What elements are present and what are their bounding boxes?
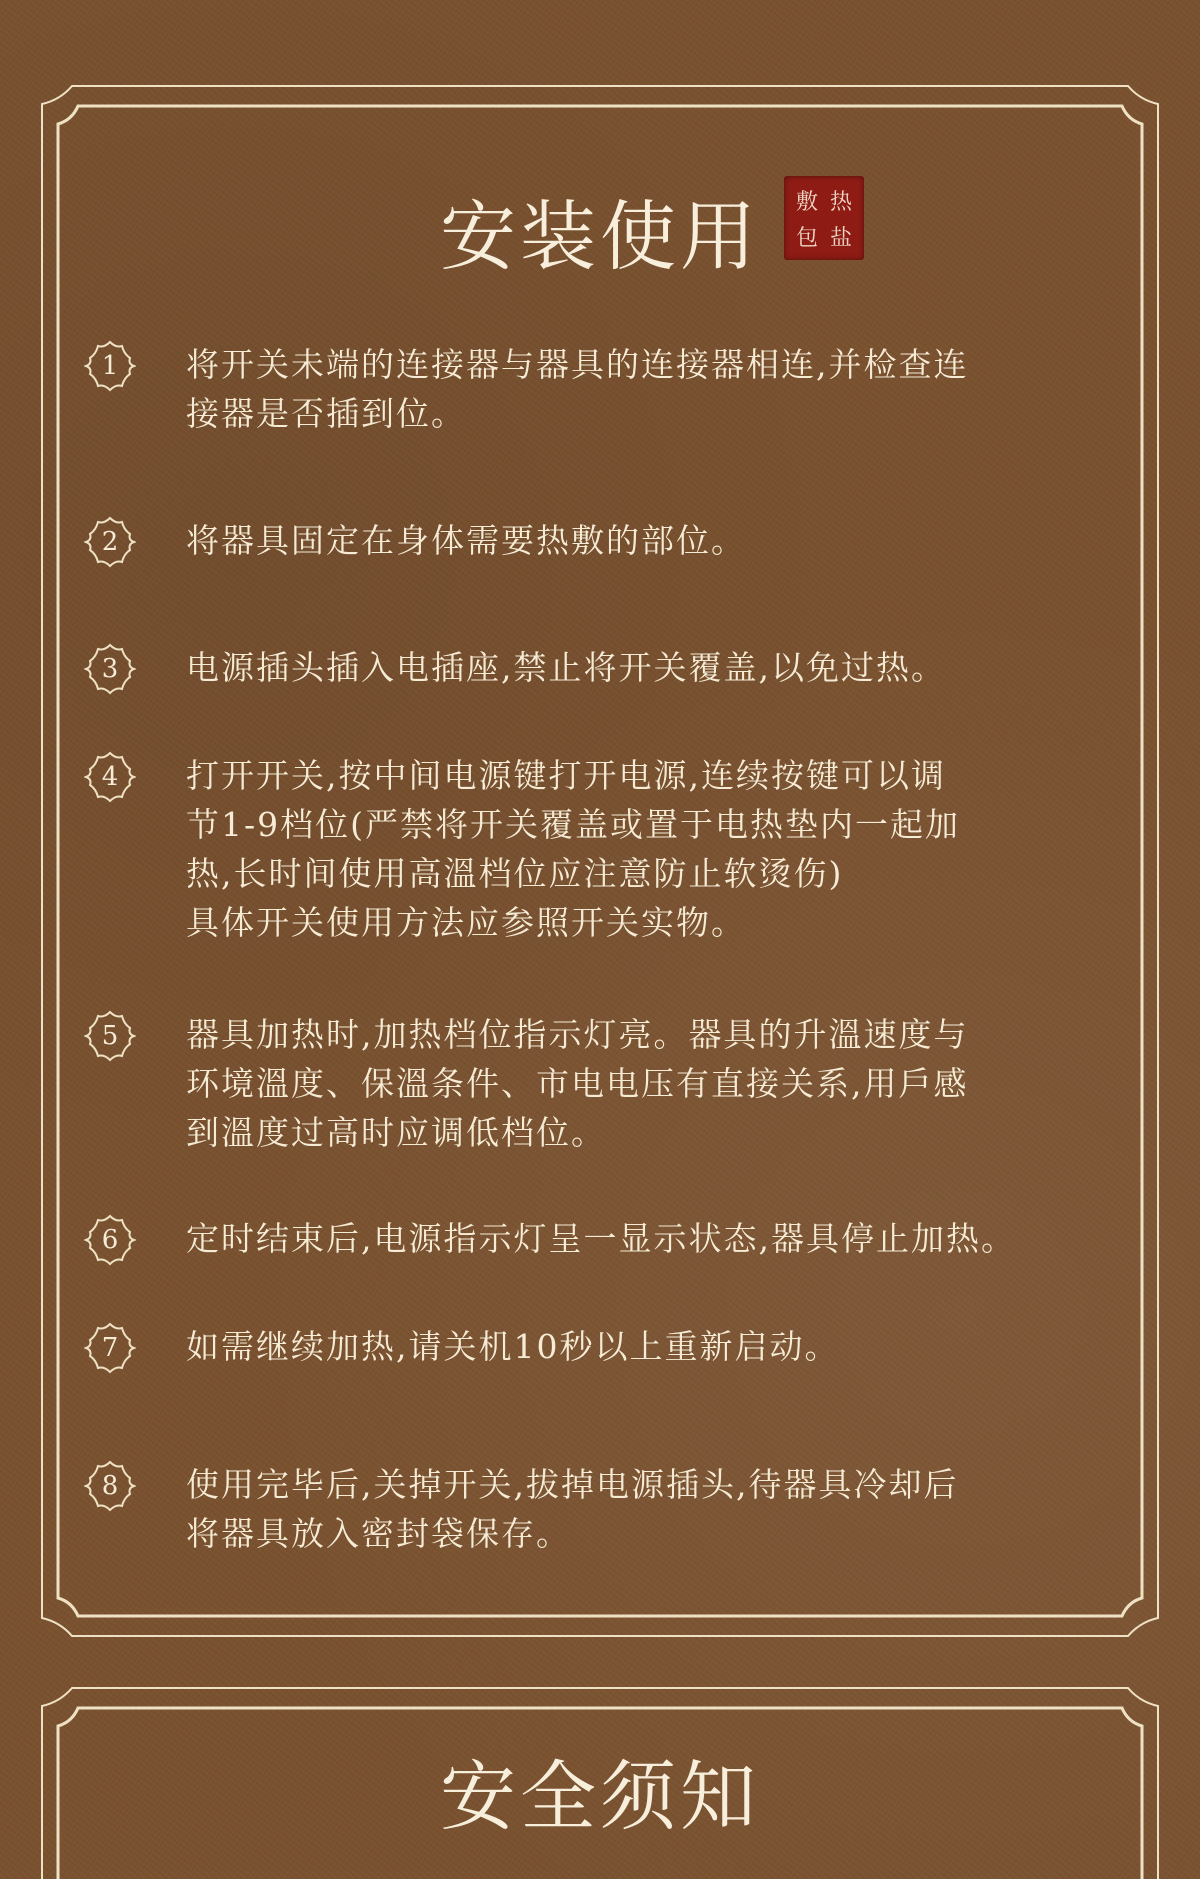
- seal-char: 包: [795, 225, 818, 251]
- step-text: 定时结束后,电源指示灯呈一显示状态,器具停止加热。: [186, 1219, 1016, 1258]
- step-text: 电源插头插入电插座,禁止将开关覆盖,以免过热。: [186, 648, 946, 687]
- step-number-badge: [84, 643, 136, 695]
- step-number-badge: [84, 1214, 136, 1266]
- step-number: 3: [101, 654, 119, 684]
- step-number: 6: [101, 1225, 119, 1255]
- step-number-badge: [84, 1322, 136, 1374]
- step-text: 将开关未端的连接器与器具的连接器相连,并检查连 接器是否插到位。: [186, 345, 969, 433]
- seal-char: 敷: [795, 189, 818, 215]
- step-number-badge: [84, 751, 136, 803]
- step-number: 5: [101, 1021, 119, 1051]
- seal-char: 热: [829, 189, 852, 215]
- step-number: 8: [101, 1471, 119, 1501]
- step-text: 器具加热时,加热档位指示灯亮。器具的升溫速度与 环境溫度、保溫条件、市电电压有直接关系,用戶感 到溫度过高时应调低档位。: [186, 1015, 969, 1152]
- step-text: 打开开关,按中间电源键打开电源,连续按键可以调 节1-9档位(严禁将开关覆盖或置于电热垫内一起加 热,长时间使用高溫档位应注意防止软烫伤) 具体开关使用方法应参照开关实物。: [186, 756, 961, 942]
- seal-char: 盐: [829, 225, 852, 251]
- section-title: 安全须知: [440, 1752, 760, 1841]
- step-number: 1: [101, 351, 119, 381]
- step-number: 7: [101, 1333, 119, 1363]
- step-number-badge: [84, 1460, 136, 1512]
- step-text: 将器具固定在身体需要热敷的部位。: [186, 521, 746, 560]
- seal-stamp: [784, 176, 864, 260]
- step-number-badge: [84, 1010, 136, 1062]
- step-number-badge: [84, 340, 136, 392]
- step-number-badge: [84, 516, 136, 568]
- step-number: 2: [101, 527, 119, 557]
- step-number: 4: [101, 762, 119, 792]
- step-text: 使用完毕后,关掉开关,拔掉电源插头,待器具冷却后 将器具放入密封袋保存。: [186, 1465, 959, 1553]
- page-title: 安装使用: [440, 192, 760, 281]
- step-text: 如需继续加热,请关机10秒以上重新启动。: [186, 1327, 840, 1366]
